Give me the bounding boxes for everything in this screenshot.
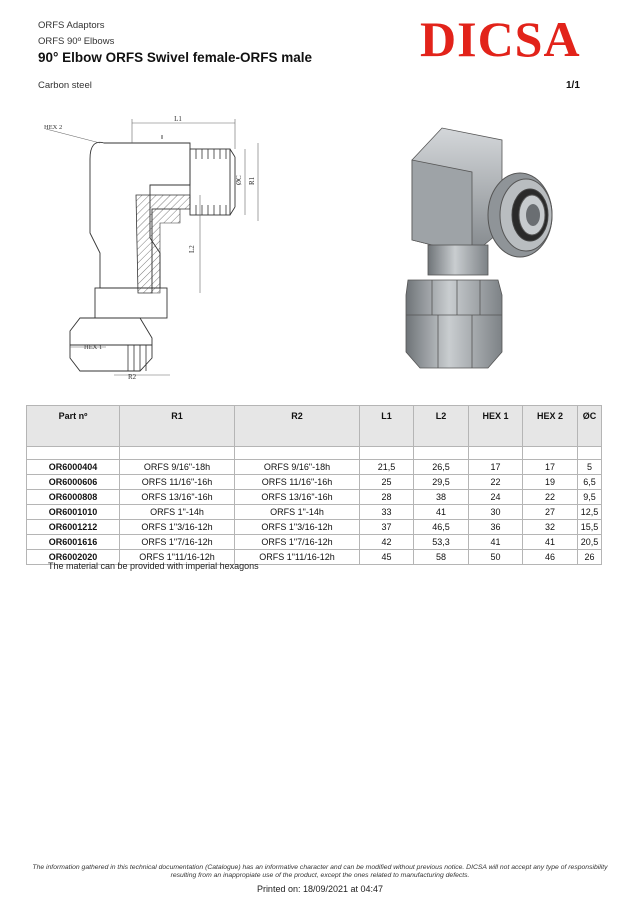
- table-row: [27, 535, 602, 550]
- dim-r1-label: R1: [248, 176, 256, 185]
- cell-hex1: 24: [469, 490, 523, 505]
- cell-hex2: 17: [523, 460, 578, 475]
- hex1-label: HEX 1: [84, 344, 103, 351]
- cell-hex1: 36: [469, 520, 523, 535]
- material-label: Carbon steel: [38, 80, 92, 91]
- cell-hex2: 22: [523, 490, 578, 505]
- cell-r2: ORFS 13/16"-16h: [235, 490, 360, 505]
- dim-l2-label: L2: [188, 245, 196, 253]
- dim-l1-label: L1: [174, 115, 182, 123]
- cell-r1: ORFS 11/16"-16h: [120, 475, 235, 490]
- cell-hex2: 27: [523, 505, 578, 520]
- disclaimer-text: The information gathered in this technical documentation (Catalogue) has an informative character and can be modified without previous notice. DICSA will not accept any type of responsibility resulting from an inappropiate use of the product, except the ones related to manufacturing defects.: [32, 864, 608, 880]
- printed-timestamp: Printed on: 18/09/2021 at 04:47: [256, 884, 384, 894]
- cell-l1: 45: [360, 550, 414, 565]
- col-header-hex2: HEX 2: [523, 406, 578, 447]
- cell-r2: ORFS 1"-14h: [235, 505, 360, 520]
- cell-part-no: OR6002020: [27, 550, 120, 565]
- cell-r2: ORFS 9/16"-18h: [235, 460, 360, 475]
- cell-hex1: 17: [469, 460, 523, 475]
- cell-r1: ORFS 1"3/16-12h: [120, 520, 235, 535]
- table-row: [27, 475, 602, 490]
- cell-l1: 21,5: [360, 460, 414, 475]
- cell-part-no: OR6000808: [27, 490, 120, 505]
- cell-r2: ORFS 11/16"-16h: [235, 475, 360, 490]
- cell-r1: ORFS 1"7/16-12h: [120, 535, 235, 550]
- col-header-r2: R2: [235, 406, 360, 447]
- cell-part-no: OR6000404: [27, 460, 120, 475]
- cell-part-no: OR6001616: [27, 535, 120, 550]
- cell-r2: ORFS 1"3/16-12h: [235, 520, 360, 535]
- cell-r2: ORFS 1"11/16-12h: [235, 550, 360, 565]
- dim-r2-label: R2: [128, 373, 137, 381]
- cell-hex2: 41: [523, 535, 578, 550]
- page-number: 1/1: [566, 80, 580, 91]
- table-row: [27, 490, 602, 505]
- cell-l2: 46,5: [414, 520, 469, 535]
- cell-hex2: 19: [523, 475, 578, 490]
- cell-l2: 41: [414, 505, 469, 520]
- table-spacer-row: [27, 447, 602, 460]
- col-header-l1: L1: [360, 406, 414, 447]
- col-header-part-no: Part nº: [27, 406, 120, 447]
- cell-part-no: OR6001212: [27, 520, 120, 535]
- cell-l1: 28: [360, 490, 414, 505]
- col-header-r1: R1: [120, 406, 235, 447]
- cell-l2: 26,5: [414, 460, 469, 475]
- col-header-l2: L2: [414, 406, 469, 447]
- cell-hex1: 30: [469, 505, 523, 520]
- breadcrumb-category: ORFS Adaptors: [38, 20, 105, 31]
- cell-l1: 25: [360, 475, 414, 490]
- cell-r2: ORFS 1"7/16-12h: [235, 535, 360, 550]
- imperial-hexagon-note: The material can be provided with imperial hexagons: [48, 561, 259, 571]
- dicsa-logo: DICSA: [420, 11, 581, 67]
- table-row: [27, 460, 602, 475]
- cell-l2: 58: [414, 550, 469, 565]
- page-title: 90° Elbow ORFS Swivel female-ORFS male: [38, 50, 312, 65]
- cell-l2: 29,5: [414, 475, 469, 490]
- cell-hex1: 22: [469, 475, 523, 490]
- cell-l2: 53,3: [414, 535, 469, 550]
- col-header-hex1: HEX 1: [469, 406, 523, 447]
- cell-hex1: 50: [469, 550, 523, 565]
- cell-oc: 9,5: [578, 490, 602, 505]
- product-render: [402, 120, 562, 375]
- cell-l1: 42: [360, 535, 414, 550]
- cell-r1: ORFS 13/16"-16h: [120, 490, 235, 505]
- cell-oc: 5: [578, 460, 602, 475]
- dim-oc-label: ØC: [235, 175, 243, 185]
- cell-part-no: OR6001010: [27, 505, 120, 520]
- cell-l1: 37: [360, 520, 414, 535]
- cell-oc: 20,5: [578, 535, 602, 550]
- cell-oc: 6,5: [578, 475, 602, 490]
- cell-hex1: 41: [469, 535, 523, 550]
- cell-part-no: OR6000606: [27, 475, 120, 490]
- specification-table: [26, 405, 602, 565]
- table-row: [27, 505, 602, 520]
- cell-hex2: 46: [523, 550, 578, 565]
- technical-drawing: [40, 113, 270, 383]
- hex2-label: HEX 2: [44, 124, 63, 131]
- cell-r1: ORFS 1"-14h: [120, 505, 235, 520]
- table-row: [27, 520, 602, 535]
- cell-oc: 15,5: [578, 520, 602, 535]
- breadcrumb-subcategory: ORFS 90º Elbows: [38, 36, 115, 47]
- cell-oc: 12,5: [578, 505, 602, 520]
- cell-l2: 38: [414, 490, 469, 505]
- table-header-row: [27, 406, 602, 447]
- col-header-oc: ØC: [578, 406, 602, 447]
- cell-oc: 26: [578, 550, 602, 565]
- cell-r1: ORFS 9/16"-18h: [120, 460, 235, 475]
- cell-l1: 33: [360, 505, 414, 520]
- cell-hex2: 32: [523, 520, 578, 535]
- cell-r1: ORFS 1"11/16-12h: [120, 550, 235, 565]
